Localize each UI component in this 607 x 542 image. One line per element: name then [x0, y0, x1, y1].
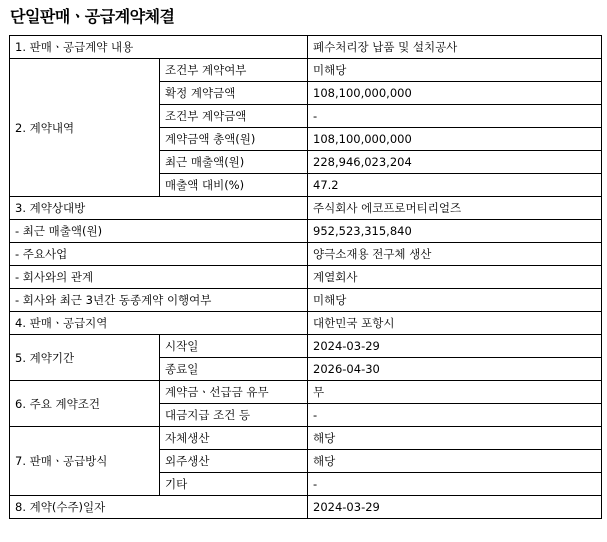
sub-label: 조건부 계약금액 [160, 105, 308, 128]
sub-label: 계약금액 총액(원) [160, 128, 308, 151]
section-label: 5. 계약기간 [10, 335, 160, 381]
table-row [10, 335, 602, 358]
row-value: 미해당 [308, 289, 602, 312]
row-value: 양극소재용 전구체 생산 [308, 243, 602, 266]
table-row [10, 496, 602, 519]
row-value: - [308, 473, 602, 496]
row-value: - [308, 105, 602, 128]
row-value: 2024-03-29 [308, 335, 602, 358]
table-row [10, 427, 602, 450]
section-label: 6. 주요 계약조건 [10, 381, 160, 427]
row-value: 해당 [308, 450, 602, 473]
row-label: 3. 계약상대방 [10, 197, 308, 220]
row-value: 계열회사 [308, 266, 602, 289]
row-value: 228,946,023,204 [308, 151, 602, 174]
row-value: 108,100,000,000 [308, 128, 602, 151]
row-label: 8. 계약(수주)일자 [10, 496, 308, 519]
table-row [10, 220, 602, 243]
section-label: 2. 계약내역 [10, 59, 160, 197]
sub-label: 자체생산 [160, 427, 308, 450]
table-row [10, 36, 602, 59]
sub-label: 대금지급 조건 등 [160, 404, 308, 427]
sub-label: 조건부 계약여부 [160, 59, 308, 82]
row-value: - [308, 404, 602, 427]
row-label: 4. 판매ㆍ공급지역 [10, 312, 308, 335]
sub-label: 시작일 [160, 335, 308, 358]
sub-label: 매출액 대비(%) [160, 174, 308, 197]
row-value: 해당 [308, 427, 602, 450]
table-row [10, 289, 602, 312]
row-value: 무 [308, 381, 602, 404]
sub-label: 종료일 [160, 358, 308, 381]
row-value: 2024-03-29 [308, 496, 602, 519]
table-row [10, 59, 602, 82]
sub-label: 기타 [160, 473, 308, 496]
row-label: - 최근 매출액(원) [10, 220, 308, 243]
table-row [10, 266, 602, 289]
row-value: 47.2 [308, 174, 602, 197]
table-row [10, 243, 602, 266]
row-value: 2026-04-30 [308, 358, 602, 381]
row-label: - 주요사업 [10, 243, 308, 266]
row-value: 대한민국 포항시 [308, 312, 602, 335]
section-label: 7. 판매ㆍ공급방식 [10, 427, 160, 496]
row-value: 미해당 [308, 59, 602, 82]
row-label: - 회사와의 관계 [10, 266, 308, 289]
sub-label: 최근 매출액(원) [160, 151, 308, 174]
row-value: 주식회사 에코프로머티리얼즈 [308, 197, 602, 220]
row-value: 952,523,315,840 [308, 220, 602, 243]
row-label: 1. 판매ㆍ공급계약 내용 [10, 36, 308, 59]
row-label: - 회사와 최근 3년간 동종계약 이행여부 [10, 289, 308, 312]
sub-label: 외주생산 [160, 450, 308, 473]
page-title: 단일판매ㆍ공급계약체결 [10, 7, 175, 26]
table-row [10, 312, 602, 335]
table-row [10, 197, 602, 220]
row-value: 폐수처리장 납품 및 설치공사 [308, 36, 602, 59]
sub-label: 확정 계약금액 [160, 82, 308, 105]
disclosure-table [9, 35, 602, 519]
sub-label: 계약금ㆍ선급금 유무 [160, 381, 308, 404]
row-value: 108,100,000,000 [308, 82, 602, 105]
table-row [10, 381, 602, 404]
